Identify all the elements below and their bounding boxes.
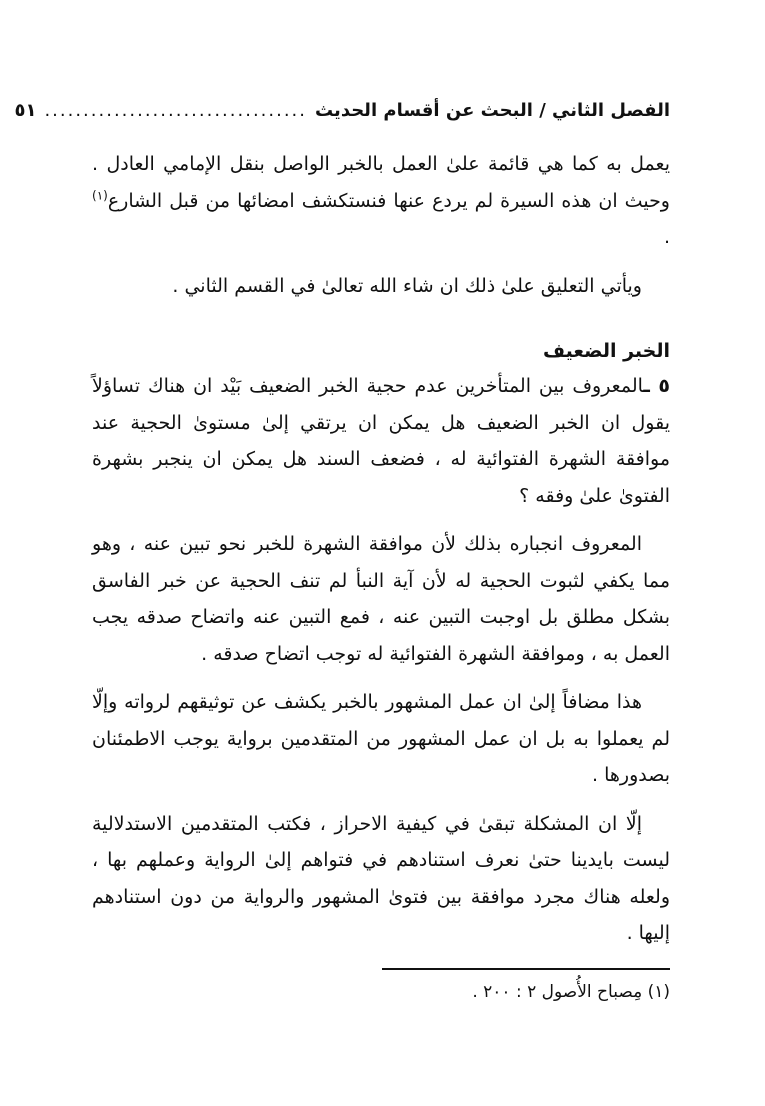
paragraph-commentary: ويأتي التعليق علىٰ ذلك ان شاء الله تعالىٰ في القسم الثاني .	[172, 274, 642, 297]
paragraph-continuation	[92, 146, 670, 256]
document-page	[14, 96, 670, 1006]
paragraph-text: المعروف بين المتأخرين عدم حجية الخبر الضعيف بَيْد ان هناك تساؤلاً يقول ان الخبر الضعيف هل يمكن ان يرتقي إلىٰ مستوىٰ الحجية عند موافقة الشهرة الفتوائية له ، فضعف السند هل يمكن ان ينجبر بشهرة الفتوىٰ علىٰ وفقه ؟	[92, 375, 670, 507]
page-number: ٥١	[14, 100, 37, 121]
footnote-divider	[382, 968, 670, 970]
paragraph-reinforcement: المعروف انجباره بذلك لأن موافقة الشهرة للخبر نحو تبين عنه ، وهو مما يكفي لثبوت الحجية له لأن آية النبأ لم تنف الحجية عن خبر الفاسق بشكل مطلق بل اوجبت التبين عنه ، فمع التبين عنه واتضاح صدقه يجب العمل به ، وموافقة الشهرة الفتوائية له توجب اتضاح صدقه .	[92, 533, 670, 665]
footnote-ref[interactable]: (١)	[92, 188, 108, 203]
item-number: ٥ ـ	[643, 375, 670, 397]
paragraph-problem: إلّا ان المشكلة تبقىٰ في كيفية الاحراز ، فكتب المتقدمين الاستدلالية ليست بايدينا حتىٰ نعرف استنادهم في فتواهم إلىٰ الرواية وعملهم بها ، ولعله هناك مجرد موافقة بين فتوىٰ المشهور والرواية من دون استنادهم إليها .	[92, 812, 670, 944]
running-header	[14, 96, 670, 134]
paragraph-end: .	[663, 226, 670, 248]
footnote: (١) مِصباح الأُصول ٢ : ٢٠٠ .	[472, 981, 670, 1002]
paragraph-text: يعمل به كما هي قائمة علىٰ العمل بالخبر الواصل بنقل الإمامي العادل . وحيث ان هذه السيرة لم يردع عنها فنستكشف امضائها من قبل الشارع	[92, 153, 670, 212]
paragraph-item-5	[92, 368, 670, 514]
dot-leader: ..................................	[44, 100, 307, 121]
chapter-title: الفصل الثاني / البحث عن أقسام الحديث	[315, 100, 670, 121]
section-heading: الخبر الضعيف	[542, 340, 670, 362]
paragraph-addition: هذا مضافاً إلىٰ ان عمل المشهور بالخبر يكشف عن توثيقهم لرواته وإلّا لم يعملوا به بل ان عمل المشهور من المتقدمين برواية يوجب الاطمئنان بصدورها .	[92, 691, 670, 786]
